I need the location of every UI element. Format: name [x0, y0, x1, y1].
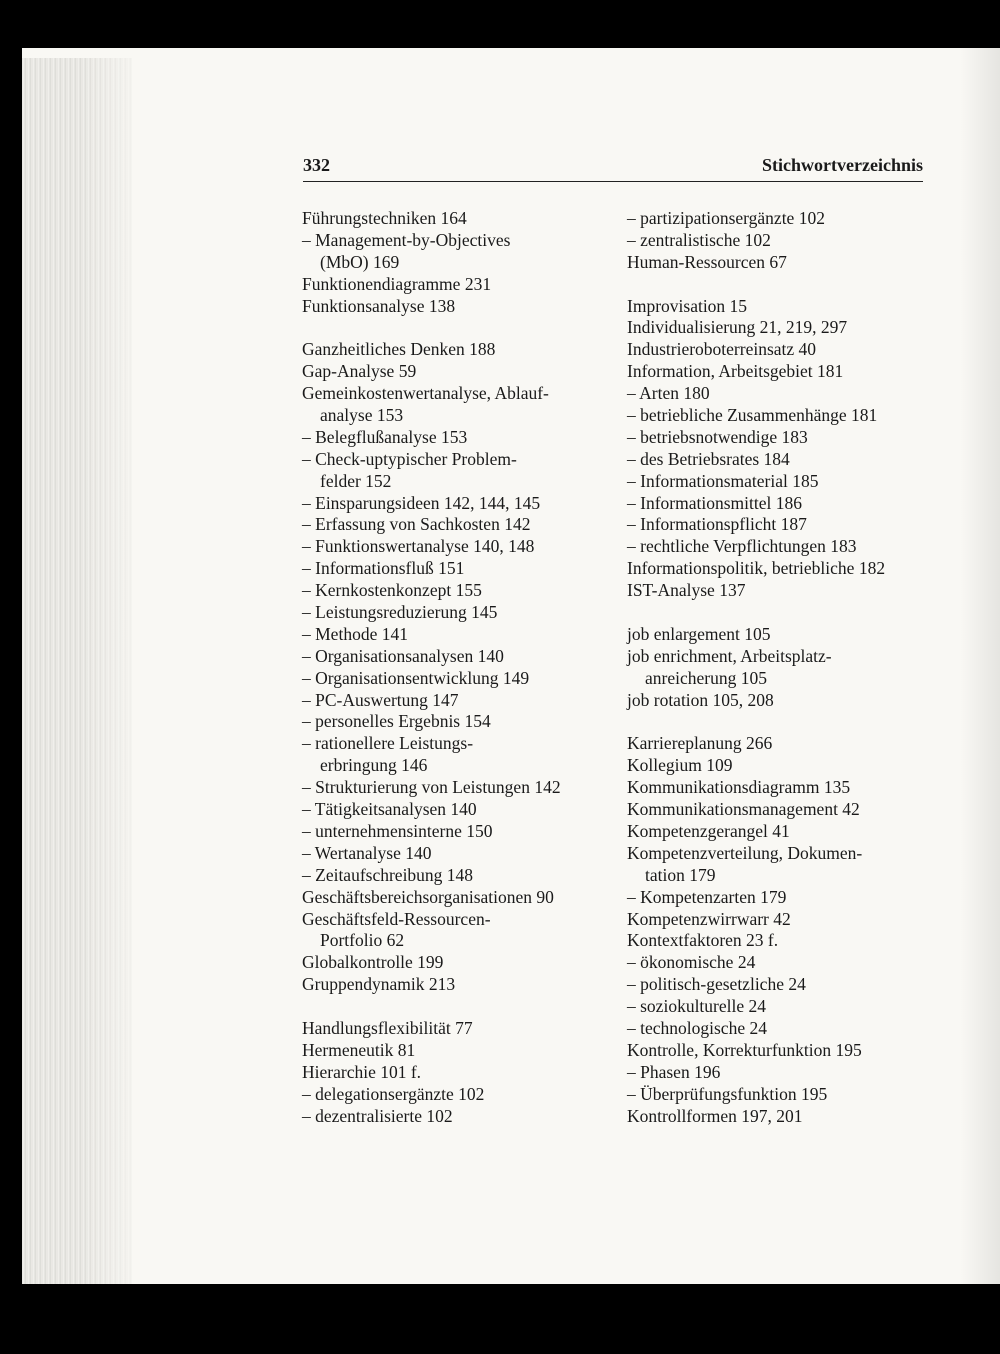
index-entry: – ökonomische 24	[627, 952, 756, 973]
index-entry: Kontextfaktoren 23 f.	[627, 930, 779, 951]
page-header	[303, 155, 923, 182]
index-entry: – Informationsmaterial 185	[627, 470, 819, 491]
index-entry: IST-Analyse 137	[627, 580, 746, 601]
index-entry: Kompetenzwirrwarr 42	[627, 908, 791, 929]
index-entry: – Management-by-Objectives	[302, 229, 511, 250]
index-entry: job rotation 105, 208	[627, 689, 774, 710]
index-entry: – des Betriebsrates 184	[627, 448, 790, 469]
index-entry: – Erfassung von Sachkosten 142	[302, 514, 531, 535]
index-entry: Funktionendiagramme 231	[302, 273, 492, 294]
index-entry: Hierarchie 101 f.	[302, 1061, 422, 1082]
index-entry: Kontrolle, Korrekturfunktion 195	[627, 1039, 862, 1060]
index-entry: Führungstechniken 164	[302, 208, 467, 228]
index-entry: – Organisationsentwicklung 149	[302, 667, 530, 688]
index-entry: Hermeneutik 81	[302, 1039, 416, 1060]
index-entry: job enlargement 105	[627, 623, 771, 644]
index-entry: – Informationsfluß 151	[302, 558, 465, 579]
index-entry: – politisch-gesetzliche 24	[627, 974, 806, 995]
index-entry: Individualisierung 21, 219, 297	[627, 317, 848, 338]
index-entry: – zentralistische 102	[627, 229, 771, 250]
index-entry: (MbO) 169	[320, 251, 400, 272]
index-entry: – Tätigkeitsanalysen 140	[302, 799, 477, 820]
index-entry: Kompetenzgerangel 41	[627, 820, 790, 841]
running-title: Stichwortverzeichnis	[762, 155, 923, 175]
index-entry: erbringung 146	[320, 755, 428, 776]
index-column-right	[627, 208, 927, 1127]
index-entry: – Funktionswertanalyse 140, 148	[302, 536, 535, 557]
index-entry: – personelles Ergebnis 154	[302, 711, 491, 732]
index-entry: felder 152	[320, 470, 392, 491]
index-entry: Human-Ressourcen 67	[627, 251, 787, 272]
index-entry: – betriebliche Zusammenhänge 181	[627, 405, 878, 426]
index-entry: Kommunikationsmanagement 42	[627, 799, 860, 820]
index-entry: – Belegflußanalyse 153	[302, 426, 468, 447]
index-entry: Informationspolitik, betriebliche 182	[627, 558, 886, 579]
index-entry: Information, Arbeitsgebiet 181	[627, 361, 844, 382]
index-entry: – unternehmensinterne 150	[302, 820, 493, 841]
index-entry: – Kompetenzarten 179	[627, 886, 787, 907]
index-entry: – rationellere Leistungs-	[302, 733, 474, 754]
index-entry: Handlungsflexibilität 77	[302, 1017, 473, 1038]
index-entry: – Kernkostenkonzept 155	[302, 580, 482, 601]
index-entry: – Arten 180	[627, 383, 710, 404]
index-entry: Geschäftsbereichsorganisationen 90	[302, 886, 554, 907]
index-entry: Karriereplanung 266	[627, 733, 773, 754]
index-entry: Improvisation 15	[627, 295, 748, 316]
index-entry: – soziokulturelle 24	[627, 996, 767, 1017]
index-entry: – Phasen 196	[627, 1061, 721, 1082]
index-entry: – Einsparungsideen 142, 144, 145	[302, 492, 541, 513]
index-entry: Gruppendynamik 213	[302, 974, 456, 995]
index-entry: tation 179	[645, 864, 716, 885]
index-entry: Gemeinkostenwertanalyse, Ablauf-	[302, 383, 549, 404]
index-entry: – Leistungsreduzierung 145	[302, 602, 498, 623]
page-number: 332	[303, 155, 330, 175]
index-entry: Gap-Analyse 59	[302, 361, 417, 382]
index-entry: Geschäftsfeld-Ressourcen-	[302, 908, 491, 929]
index-entry: Ganzheitliches Denken 188	[302, 339, 496, 360]
index-entry: – Zeitaufschreibung 148	[302, 864, 474, 885]
index-entry: – Check-uptypischer Problem-	[302, 448, 517, 469]
index-entry: Funktionsanalyse 138	[302, 295, 456, 316]
index-entry: – PC-Auswertung 147	[302, 689, 459, 710]
index-entry: – rechtliche Verpflichtungen 183	[627, 536, 857, 557]
index-entry: – Strukturierung von Leistungen 142	[302, 777, 561, 798]
index-entry: – Organisationsanalysen 140	[302, 645, 504, 666]
index-entry: – Methode 141	[302, 623, 408, 644]
index-entry: Kontrollformen 197, 201	[627, 1105, 803, 1126]
index-entry: Industrieroboterreinsatz 40	[627, 339, 817, 360]
index-entry: analyse 153	[320, 405, 404, 426]
index-entry: – Informationsmittel 186	[627, 492, 802, 513]
index-entry: Kompetenzverteilung, Dokumen-	[627, 842, 863, 863]
index-entry: job enrichment, Arbeitsplatz-	[627, 645, 832, 666]
index-entry: Kommunikationsdiagramm 135	[627, 777, 851, 798]
index-entry: – delegationsergänzte 102	[302, 1083, 485, 1104]
index-entry: – dezentralisierte 102	[302, 1105, 453, 1126]
index-entry: anreicherung 105	[645, 667, 767, 688]
index-entry: Kollegium 109	[627, 755, 733, 776]
index-column-left	[302, 208, 612, 1127]
index-entry: – Wertanalyse 140	[302, 842, 432, 863]
index-entry: Portfolio 62	[320, 930, 405, 951]
index-entry: Globalkontrolle 199	[302, 952, 444, 973]
index-entry: – Überprüfungsfunktion 195	[627, 1083, 828, 1104]
index-entry: – technologische 24	[627, 1017, 767, 1038]
index-entry: – partizipationsergänzte 102	[627, 208, 825, 228]
index-entry: – Informationspflicht 187	[627, 514, 807, 535]
index-entry: – betriebsnotwendige 183	[627, 426, 808, 447]
